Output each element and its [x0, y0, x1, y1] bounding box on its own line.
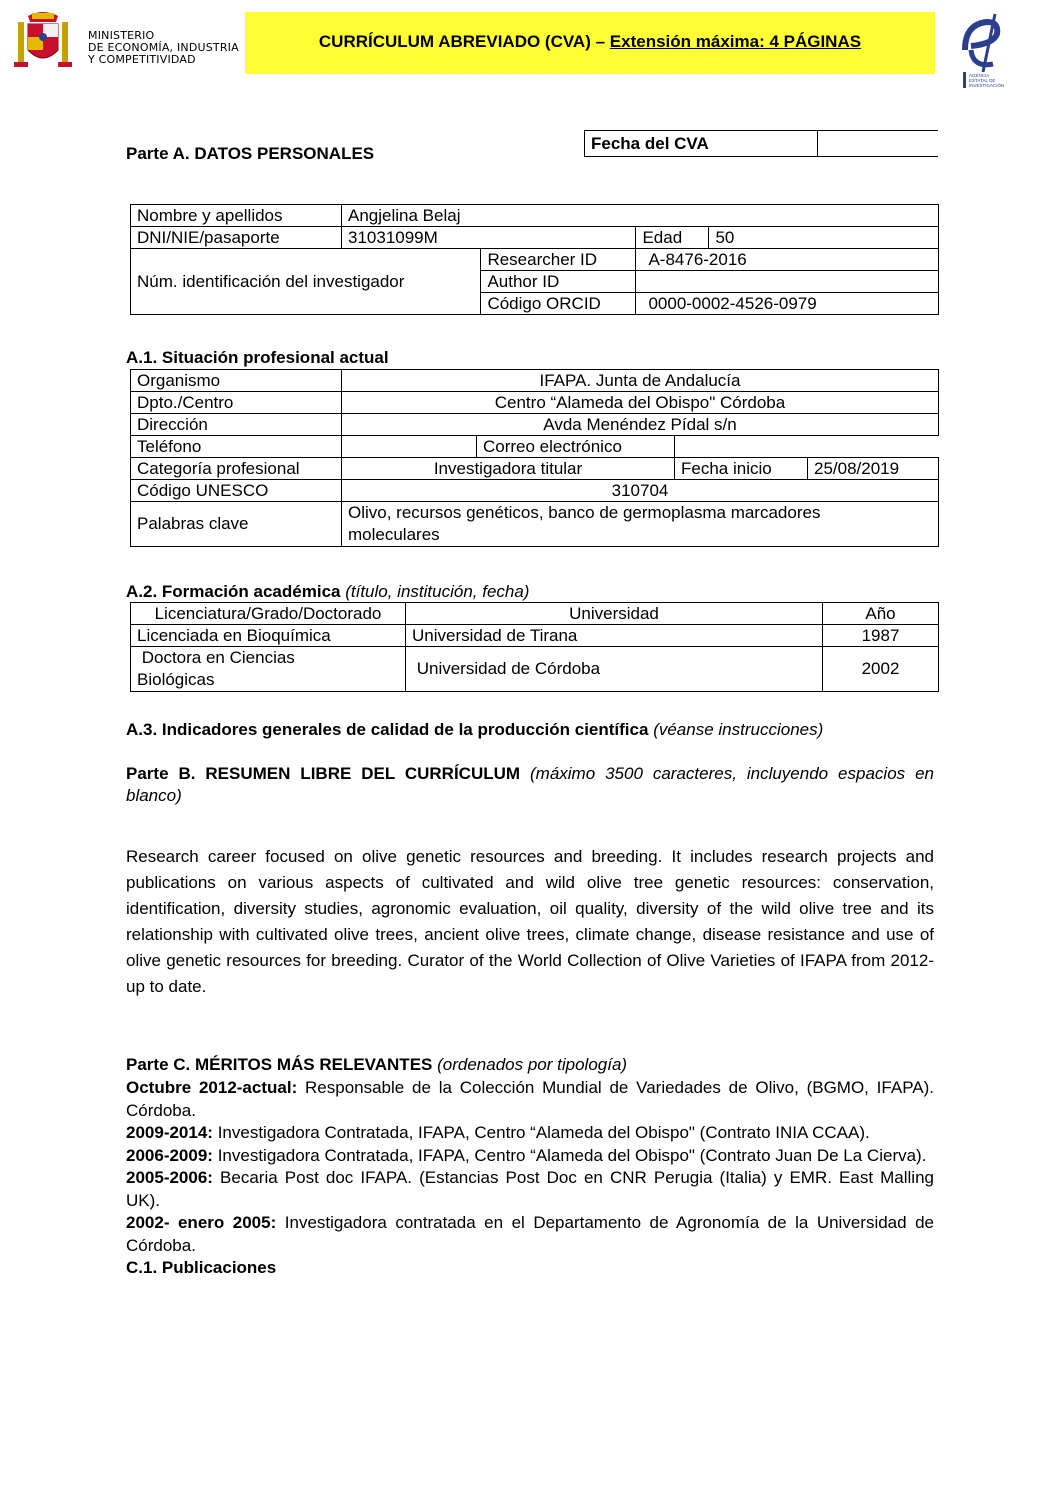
- merits-list: [126, 1077, 934, 1280]
- cv-summary: Research career focused on olive genetic resources and breeding. It includes research projects and publications on various aspects of cultivated and wild olive tree genetic resources: conservation, identification, diversity studies, agronomic evaluation, oil quality, diversity of the wild olive tree and its relationship with cultivated olive trees, ancient olive trees, climate change, disease resistance and use of olive genetic resources for breeding. Curator of the World Collection of Olive Varieties of IFAPA from 2012- up to date.: [126, 847, 934, 996]
- list-item: 2009-2014: Investigadora Contratada, IFAPA, Centro “Alameda del Obispo" (Contrato INIA CCAA).: [126, 1123, 870, 1142]
- palabras-value: Olivo, recursos genéticos, banco de germoplasma marcadores moleculares: [342, 502, 939, 547]
- education-header-degree: Licenciatura/Grado/Doctorado: [131, 603, 406, 625]
- a1-title: A.1. Situación profesional actual: [126, 348, 389, 367]
- categoria-label: Categoría profesional: [131, 458, 342, 480]
- researcher-id-label: Researcher ID: [481, 249, 636, 271]
- dpto-label: Dpto./Centro: [131, 392, 342, 414]
- part-c-title: Parte C. MÉRITOS MÁS RELEVANTES (ordenados por tipología): [126, 1055, 628, 1074]
- table-row: [131, 647, 939, 692]
- cva-date-table: [584, 130, 938, 157]
- svg-text:ESTATAL DE: ESTATAL DE: [969, 78, 996, 83]
- cva-date-label: Fecha del CVA: [585, 131, 818, 157]
- direccion-value: Avda Menéndez Pídal s/n: [342, 414, 939, 436]
- list-item: 2005-2006: Becaria Post doc IFAPA. (Estancias Post Doc en CNR Perugia (Italia) y EMR. East Malling UK).: [126, 1168, 934, 1210]
- correo-label: Correo electrónico: [477, 436, 675, 458]
- organismo-value: IFAPA. Junta de Andalucía: [342, 370, 939, 392]
- list-item: 2002- enero 2005: Investigadora contratada en el Departamento de Agronomía de la Universidad de Córdoba.: [126, 1213, 934, 1255]
- categoria-value: Investigadora titular: [342, 458, 675, 480]
- education-header-year: Año: [823, 603, 939, 625]
- researcher-number-label: Núm. identificación del investigador: [131, 249, 481, 315]
- table-row: [131, 625, 939, 647]
- fecha-inicio-label: Fecha inicio: [675, 458, 808, 480]
- name-label: Nombre y apellidos: [131, 205, 342, 227]
- dni-value: 31031099M: [342, 227, 636, 249]
- svg-text:AGENCIA: AGENCIA: [969, 73, 990, 78]
- education-year: 1987: [823, 625, 939, 647]
- education-year: 2002: [823, 647, 939, 692]
- telefono-value: [342, 436, 477, 458]
- agency-logo-icon: [955, 10, 1011, 90]
- unesco-label: Código UNESCO: [131, 480, 342, 502]
- part-a-title: Parte A. DATOS PERSONALES: [126, 144, 375, 163]
- education-university: Universidad de Tirana: [406, 625, 823, 647]
- ministry-name: MINISTERIO DE ECONOMÍA, INDUSTRIA Y COMPETITIVIDAD: [88, 29, 239, 66]
- researcher-id-value: A-8476-2016: [636, 249, 939, 271]
- a2-title: A.2. Formación académica (título, institución, fecha): [126, 582, 530, 601]
- age-value: 50: [709, 227, 939, 249]
- dni-label: DNI/NIE/pasaporte: [131, 227, 342, 249]
- list-item: 2006-2009: Investigadora Contratada, IFAPA, Centro “Alameda del Obispo" (Contrato Juan De La Cierva).: [126, 1145, 927, 1165]
- telefono-label: Teléfono: [131, 436, 342, 458]
- author-id-value: [636, 271, 939, 293]
- spain-coat-of-arms-icon: [10, 8, 76, 74]
- cva-date-value: [818, 131, 939, 157]
- orcid-value: 0000-0002-4526-0979: [636, 293, 939, 315]
- name-value: Angjelina Belaj: [342, 205, 939, 227]
- orcid-label: Código ORCID: [481, 293, 636, 315]
- personal-data-table: [130, 204, 939, 315]
- direccion-label: Dirección: [131, 414, 342, 436]
- education-header-university: Universidad: [406, 603, 823, 625]
- age-label: Edad: [636, 227, 709, 249]
- banner-title: CURRÍCULUM ABREVIADO (CVA) – Extensión máxima: 4 PÁGINAS: [318, 32, 862, 51]
- education-degree: Doctora en Ciencias Biológicas: [131, 647, 406, 692]
- education-degree: Licenciada en Bioquímica: [131, 625, 406, 647]
- list-item: Octubre 2012-actual: Responsable de la Colección Mundial de Variedades de Olivo, (BGMO, IFAPA). Córdoba.: [126, 1078, 934, 1120]
- unesco-value: 310704: [342, 480, 939, 502]
- part-b-title: Parte B. RESUMEN LIBRE DEL CURRÍCULUM (máximo 3500 caracteres, incluyendo espacios en blanco): [126, 764, 934, 805]
- author-id-label: Author ID: [481, 271, 636, 293]
- dpto-value: Centro “Alameda del Obispo" Córdoba: [342, 392, 939, 414]
- education-table: [130, 602, 939, 692]
- correo-value: [675, 436, 939, 458]
- c1-title: C.1. Publicaciones: [126, 1258, 277, 1277]
- svg-text:INVESTIGACIÓN: INVESTIGACIÓN: [969, 83, 1005, 88]
- current-position-table: [130, 369, 939, 547]
- education-university: Universidad de Córdoba: [406, 647, 823, 692]
- palabras-label: Palabras clave: [131, 502, 342, 547]
- fecha-inicio-value: 25/08/2019: [808, 458, 939, 480]
- a3-title: A.3. Indicadores generales de calidad de la producción científica (véanse instrucciones): [126, 720, 824, 739]
- organismo-label: Organismo: [131, 370, 342, 392]
